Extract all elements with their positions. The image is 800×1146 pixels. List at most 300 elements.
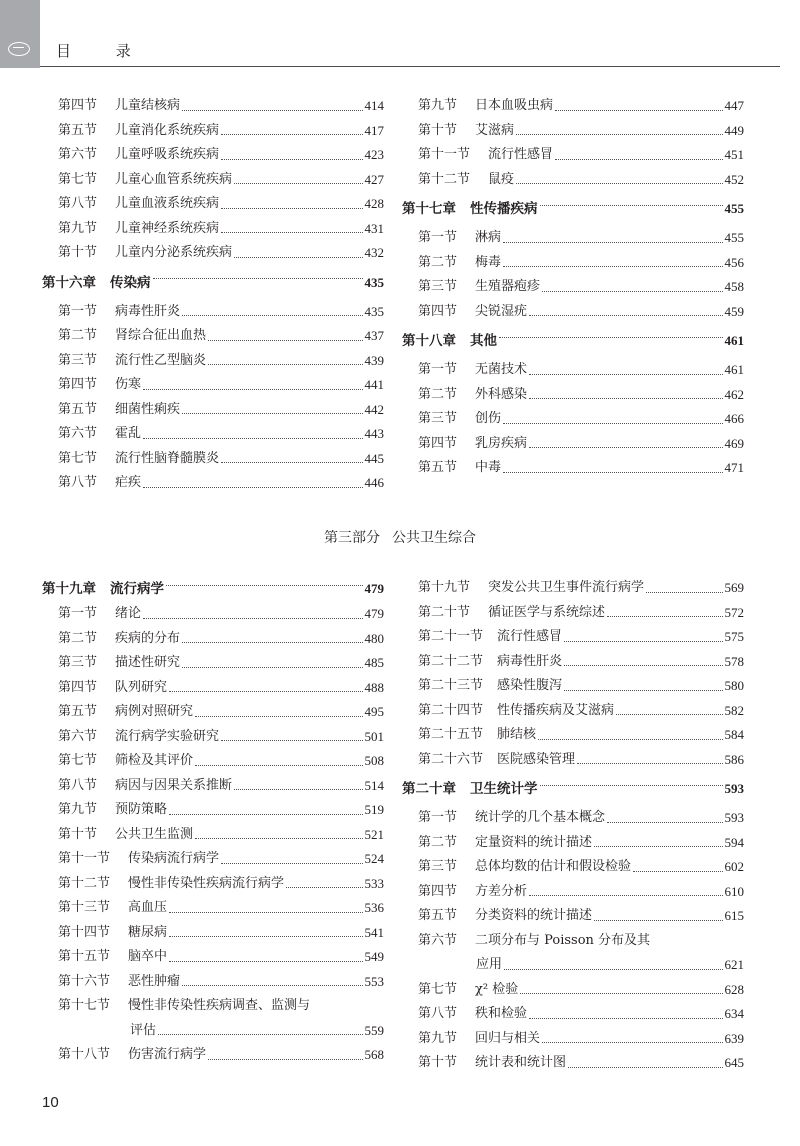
- entry-number: 第十六节: [58, 973, 111, 989]
- entry-title: 鼠疫: [488, 171, 515, 187]
- toc-section-entry[interactable]: [418, 699, 744, 724]
- toc-section-entry[interactable]: [58, 119, 384, 144]
- dot-leader: [564, 665, 722, 666]
- toc-section-entry[interactable]: [418, 904, 744, 929]
- entry-title: 方差分析: [475, 883, 528, 899]
- dot-leader: [182, 413, 362, 414]
- dot-leader: [195, 765, 362, 766]
- entry-title: 儿童内分泌系统疾病: [115, 245, 233, 260]
- entry-page-number: 461: [724, 333, 744, 348]
- entry-page-number: 427: [364, 171, 384, 187]
- entry-number: 第七节: [58, 450, 98, 466]
- entry-number: 第十一节: [418, 147, 471, 162]
- entry-number: 第四节: [418, 883, 458, 899]
- toc-section-entry[interactable]: [58, 627, 384, 652]
- dot-leader: [234, 257, 362, 258]
- entry-page-number: 572: [724, 604, 744, 620]
- entry-number: 第六节: [418, 932, 458, 948]
- entry-page-number: 458: [724, 279, 744, 294]
- entry-number: 第十八章: [402, 333, 456, 349]
- entry-title: 艾滋病: [475, 122, 515, 138]
- dot-leader: [182, 110, 362, 111]
- entry-title: 统计学的几个基本概念: [475, 810, 606, 825]
- entry-title: 伤害流行病学: [128, 1047, 207, 1062]
- entry-page-number: 582: [724, 702, 744, 718]
- dot-leader: [169, 912, 362, 913]
- entry-page-number: 461: [724, 362, 744, 377]
- toc-section-entry[interactable]: [418, 576, 744, 601]
- entry-title: 日本血吸虫病: [475, 98, 554, 113]
- entry-number: 第十节: [418, 122, 458, 138]
- entry-number: 第二节: [58, 630, 98, 646]
- toc-section-entry[interactable]: [58, 1043, 384, 1068]
- entry-page-number: 553: [364, 973, 384, 989]
- toc-entry-continuation[interactable]: [418, 953, 744, 978]
- dot-leader: [221, 232, 362, 233]
- entry-page-number: 439: [364, 352, 384, 368]
- entry-number: 第七节: [58, 171, 98, 187]
- toc-section-entry[interactable]: [418, 831, 744, 856]
- entry-number: 第九节: [418, 1030, 458, 1046]
- toc-section-entry[interactable]: [58, 774, 384, 799]
- toc-section-entry[interactable]: [418, 929, 744, 954]
- toc-section-entry[interactable]: [418, 251, 744, 276]
- part-title: 公共卫生综合: [392, 530, 476, 546]
- entry-page-number: 435: [364, 274, 384, 290]
- toc-section-entry[interactable]: [418, 674, 744, 699]
- dot-leader: [555, 110, 722, 111]
- toc-section-entry[interactable]: [58, 921, 384, 946]
- toc-section-entry[interactable]: [418, 94, 744, 119]
- dot-leader: [182, 642, 362, 643]
- dot-leader: [594, 846, 722, 847]
- entry-number: 第九节: [58, 220, 98, 236]
- dot-leader: [607, 616, 722, 617]
- entry-title: 其他: [470, 333, 497, 349]
- dot-leader: [529, 374, 722, 375]
- toc-section-entry[interactable]: [58, 945, 384, 970]
- toc-section-entry[interactable]: [418, 601, 744, 626]
- toc-section-entry[interactable]: [58, 823, 384, 848]
- dot-leader: [143, 389, 362, 390]
- entry-title: 慢性非传染性疾病调查、监测与: [128, 998, 311, 1013]
- dot-leader: [568, 1067, 722, 1068]
- entry-number: 第五节: [58, 704, 98, 719]
- entry-title: 中毒: [475, 460, 502, 475]
- entry-page-number: 559: [364, 1022, 384, 1038]
- dot-leader: [182, 985, 362, 986]
- entry-page-number: 536: [364, 900, 384, 915]
- entry-number: 第二十三节: [418, 678, 484, 693]
- entry-title: 筛检及其评价: [115, 753, 194, 768]
- toc-section-entry[interactable]: [418, 358, 744, 383]
- toc-chapter-entry[interactable]: [402, 324, 744, 358]
- dot-leader: [529, 895, 722, 896]
- entry-number: 第一节: [418, 230, 458, 245]
- entry-page-number: 455: [724, 230, 744, 245]
- entry-number: 第一节: [58, 606, 98, 621]
- toc-entry-continuation[interactable]: [58, 1019, 384, 1044]
- toc-section-entry[interactable]: [58, 725, 384, 750]
- entry-title: 绪论: [115, 606, 142, 621]
- entry-number: 第二十六节: [418, 751, 484, 767]
- entry-page-number: 615: [724, 908, 744, 923]
- toc-section-entry[interactable]: [58, 217, 384, 242]
- entry-page-number: 441: [364, 377, 384, 392]
- entry-number: 第十节: [58, 826, 98, 842]
- entry-page-number: 443: [364, 426, 384, 441]
- part-label: 第三部分: [324, 530, 380, 546]
- dot-leader: [564, 641, 722, 642]
- entry-title: 儿童呼吸系统疾病: [115, 147, 220, 162]
- dot-leader: [646, 592, 722, 593]
- entry-page-number: 645: [724, 1055, 744, 1070]
- dot-leader: [540, 785, 723, 786]
- entry-title: 尖锐湿疣: [475, 303, 528, 319]
- entry-page-number: 501: [364, 728, 384, 744]
- entry-title: 性传播疾病及艾滋病: [497, 702, 615, 718]
- entry-number: 第十七节: [58, 998, 111, 1013]
- dot-leader: [529, 1018, 722, 1019]
- toc-section-entry[interactable]: [418, 1051, 744, 1076]
- entry-page-number: 519: [364, 802, 384, 817]
- entry-title: 统计表和统计图: [475, 1055, 567, 1070]
- toc-section-entry[interactable]: [58, 471, 384, 496]
- entry-number: 第四节: [418, 435, 458, 451]
- entry-title: 外科感染: [475, 386, 528, 402]
- toc-section-entry[interactable]: [418, 300, 744, 325]
- entry-title: 霍乱: [115, 426, 142, 441]
- toc-section-entry[interactable]: [58, 872, 384, 897]
- entry-number: 第七节: [418, 981, 458, 997]
- entry-page-number: 432: [364, 245, 384, 260]
- entry-number: 第十六章: [42, 274, 96, 291]
- entry-title: 病毒性肝炎: [497, 653, 563, 669]
- entry-title: 淋病: [475, 230, 502, 245]
- dot-leader: [182, 315, 362, 316]
- entry-page-number: 480: [364, 630, 384, 646]
- toc-section-entry[interactable]: [58, 324, 384, 349]
- entry-title: 定量资料的统计描述: [475, 834, 593, 850]
- entry-page-number: 586: [724, 751, 744, 767]
- toc-section-entry[interactable]: [418, 748, 744, 773]
- entry-page-number: 628: [724, 981, 744, 997]
- dot-leader: [221, 159, 362, 160]
- dot-leader: [594, 920, 722, 921]
- dot-leader: [195, 838, 362, 839]
- entry-title: 循证医学与系统综述: [488, 604, 606, 620]
- toc-section-entry[interactable]: [418, 407, 744, 432]
- entry-page-number: 479: [364, 581, 384, 596]
- entry-page-number: 485: [364, 655, 384, 670]
- toc-section-entry[interactable]: [418, 143, 744, 168]
- toc-section-entry[interactable]: [58, 398, 384, 423]
- toc-section-entry[interactable]: [58, 847, 384, 872]
- entry-number: 第八节: [58, 777, 98, 793]
- dot-leader: [169, 936, 362, 937]
- entry-number: 第三节: [418, 279, 458, 294]
- entry-title: χ² 检验: [475, 981, 519, 997]
- entry-number: 第二十五节: [418, 727, 484, 742]
- entry-title: 儿童神经系统疾病: [115, 220, 220, 236]
- entry-title: 伤寒: [115, 377, 142, 392]
- entry-page-number: 437: [364, 328, 384, 343]
- toc-section-entry[interactable]: [418, 275, 744, 300]
- entry-number: 第四节: [58, 679, 98, 695]
- entry-number: 第十节: [418, 1055, 458, 1070]
- entry-number: 第十四节: [58, 924, 111, 940]
- entry-number: 第十节: [58, 245, 98, 260]
- entry-page-number: 469: [724, 435, 744, 451]
- entry-page-number: 514: [364, 777, 384, 793]
- entry-title: 脑卒中: [128, 949, 168, 964]
- entry-number: 第一节: [418, 362, 458, 377]
- entry-title: 二项分布与 Poisson 分布及其: [475, 932, 651, 948]
- entry-page-number: 602: [724, 859, 744, 874]
- dot-leader: [143, 487, 362, 488]
- entry-page-number: 495: [364, 704, 384, 719]
- entry-title: 流行性感冒: [497, 629, 563, 644]
- entry-page-number: 524: [364, 851, 384, 866]
- toc-section-entry[interactable]: [58, 676, 384, 701]
- entry-page-number: 593: [724, 781, 744, 796]
- dot-leader: [221, 863, 362, 864]
- entry-page-number: 594: [724, 834, 744, 850]
- entry-page-number: 621: [724, 957, 744, 972]
- toc-section-entry[interactable]: [418, 806, 744, 831]
- toc-section-entry[interactable]: [418, 119, 744, 144]
- toc-section-entry[interactable]: [58, 970, 384, 995]
- entry-number: 第四节: [58, 377, 98, 392]
- entry-number: 第一节: [58, 303, 98, 319]
- toc-section-entry[interactable]: [58, 241, 384, 266]
- toc-column-bottom-right: [402, 576, 744, 1076]
- toc-column-top-left: [42, 94, 384, 496]
- entry-page-number: 508: [364, 753, 384, 768]
- toc-section-entry[interactable]: [58, 373, 384, 398]
- entry-page-number: 452: [724, 171, 744, 187]
- publisher-logo-icon: [8, 42, 30, 56]
- entry-title: 糖尿病: [128, 924, 168, 940]
- entry-title: 卫生统计学: [470, 781, 538, 797]
- entry-page-number: 634: [724, 1006, 744, 1021]
- entry-number: 第八节: [418, 1006, 458, 1021]
- toc-section-entry[interactable]: [58, 798, 384, 823]
- entry-number: 第十七章: [402, 201, 456, 217]
- dot-leader: [221, 134, 362, 135]
- dot-leader: [516, 183, 722, 184]
- toc-section-entry[interactable]: [58, 143, 384, 168]
- entry-page-number: 593: [724, 810, 744, 825]
- entry-title: 疾病的分布: [115, 630, 181, 646]
- toc-section-entry[interactable]: [58, 300, 384, 325]
- toc-section-entry[interactable]: [58, 94, 384, 119]
- dot-leader: [538, 739, 722, 740]
- toc-section-entry[interactable]: [418, 650, 744, 675]
- entry-title: 总体均数的估计和假设检验: [475, 859, 632, 874]
- dot-leader: [542, 291, 722, 292]
- entry-title: 儿童心血管系统疾病: [115, 171, 233, 187]
- entry-number: 第六节: [58, 426, 98, 441]
- entry-number: 第六节: [58, 728, 98, 744]
- page-title: 目 录: [56, 42, 151, 60]
- entry-title: 感染性腹泻: [497, 678, 563, 693]
- toc-section-entry[interactable]: [58, 749, 384, 774]
- entry-number: 第五节: [58, 122, 98, 138]
- entry-number: 第二十章: [402, 781, 456, 797]
- toc-section-entry[interactable]: [418, 226, 744, 251]
- dot-leader: [529, 447, 722, 448]
- entry-title: 传染病流行病学: [128, 851, 220, 866]
- entry-number: 第十九节: [418, 580, 471, 595]
- entry-number: 第五节: [58, 401, 98, 417]
- entry-number: 第三节: [58, 655, 98, 670]
- entry-page-number: 568: [364, 1047, 384, 1062]
- toc-section-entry[interactable]: [58, 994, 384, 1019]
- entry-title: 乳房疾病: [475, 435, 528, 451]
- dot-leader: [499, 337, 723, 338]
- toc-section-entry[interactable]: [58, 700, 384, 725]
- entry-title: 应用: [476, 957, 503, 972]
- entry-page-number: 639: [724, 1030, 744, 1046]
- entry-title: 儿童血液系统疾病: [115, 196, 220, 211]
- entry-page-number: 423: [364, 147, 384, 162]
- dot-leader: [529, 315, 722, 316]
- toc-section-entry[interactable]: [58, 192, 384, 217]
- entry-title: 回归与相关: [475, 1030, 541, 1046]
- entry-page-number: 584: [724, 727, 744, 742]
- entry-title: 创伤: [475, 411, 502, 426]
- dot-leader: [208, 340, 362, 341]
- dot-leader: [540, 205, 723, 206]
- entry-title: 病因与因果关系推断: [115, 777, 233, 793]
- toc-section-entry[interactable]: [418, 383, 744, 408]
- toc-section-entry[interactable]: [58, 651, 384, 676]
- entry-title: 描述性研究: [115, 655, 181, 670]
- entry-page-number: 442: [364, 401, 384, 417]
- entry-page-number: 479: [364, 606, 384, 621]
- toc-chapter-entry[interactable]: [42, 576, 384, 602]
- entry-number: 第六节: [58, 147, 98, 162]
- dot-leader: [520, 993, 722, 994]
- entry-number: 第五节: [418, 460, 458, 475]
- entry-title: 医院感染管理: [497, 751, 576, 767]
- dot-leader: [516, 134, 722, 135]
- toc-chapter-entry[interactable]: [402, 192, 744, 226]
- entry-number: 第七节: [58, 753, 98, 768]
- dot-leader: [577, 763, 722, 764]
- toc-section-entry[interactable]: [418, 855, 744, 880]
- dot-leader: [208, 1059, 362, 1060]
- dot-leader: [169, 691, 362, 692]
- dot-leader: [503, 242, 722, 243]
- entry-page-number: 459: [724, 303, 744, 319]
- entry-number: 第十二节: [418, 171, 471, 187]
- entry-page-number: 610: [724, 883, 744, 899]
- entry-title: 流行性脑脊髓膜炎: [115, 450, 220, 466]
- dot-leader: [503, 472, 722, 473]
- toc-chapter-entry[interactable]: [42, 266, 384, 300]
- toc-section-entry[interactable]: [418, 723, 744, 748]
- entry-page-number: 488: [364, 679, 384, 695]
- dot-leader: [182, 667, 362, 668]
- toc-column-bottom-left: [42, 576, 384, 1068]
- entry-title: 公共卫生监测: [115, 826, 194, 842]
- toc-section-entry[interactable]: [418, 432, 744, 457]
- toc-chapter-entry[interactable]: [402, 772, 744, 806]
- header-tab: [0, 0, 40, 68]
- dot-leader: [234, 183, 362, 184]
- toc-section-entry[interactable]: [418, 625, 744, 650]
- entry-page-number: 449: [724, 122, 744, 138]
- toc-section-entry[interactable]: [58, 422, 384, 447]
- toc-section-entry[interactable]: [418, 456, 744, 481]
- toc-section-entry[interactable]: [418, 978, 744, 1003]
- dot-leader: [221, 740, 362, 741]
- entry-number: 第二节: [418, 834, 458, 850]
- dot-leader: [158, 1034, 362, 1035]
- entry-number: 第二节: [418, 386, 458, 402]
- toc-section-entry[interactable]: [418, 880, 744, 905]
- dot-leader: [616, 714, 722, 715]
- toc-section-entry[interactable]: [418, 168, 744, 193]
- entry-page-number: 428: [364, 196, 384, 211]
- entry-number: 第三节: [58, 352, 98, 368]
- toc-section-entry[interactable]: [58, 349, 384, 374]
- entry-page-number: 446: [364, 475, 384, 490]
- entry-page-number: 549: [364, 949, 384, 964]
- entry-page-number: 466: [724, 411, 744, 426]
- entry-page-number: 414: [364, 98, 384, 113]
- dot-leader: [503, 266, 722, 267]
- entry-page-number: 462: [724, 386, 744, 402]
- entry-number: 第十九章: [42, 581, 96, 597]
- toc-section-entry[interactable]: [418, 1002, 744, 1027]
- entry-title: 传染病: [110, 274, 151, 291]
- dot-leader: [208, 364, 362, 365]
- toc-section-entry[interactable]: [58, 896, 384, 921]
- dot-leader: [166, 585, 363, 586]
- entry-title: 流行病学: [110, 581, 164, 597]
- toc-section-entry[interactable]: [58, 602, 384, 627]
- entry-title: 高血压: [128, 900, 168, 915]
- toc-section-entry[interactable]: [58, 447, 384, 472]
- toc-section-entry[interactable]: [418, 1027, 744, 1052]
- entry-number: 第五节: [418, 908, 458, 923]
- entry-title: 病毒性肝炎: [115, 303, 181, 319]
- dot-leader: [607, 822, 722, 823]
- entry-title: 流行病学实验研究: [115, 728, 220, 744]
- toc-section-entry[interactable]: [58, 168, 384, 193]
- entry-title: 分类资料的统计描述: [475, 908, 593, 923]
- entry-number: 第二十节: [418, 604, 471, 620]
- part-heading: [0, 527, 800, 547]
- entry-title: 秩和检验: [475, 1006, 528, 1021]
- entry-title: 生殖器疱疹: [475, 279, 541, 294]
- entry-title: 肺结核: [497, 727, 537, 742]
- entry-title: 梅毒: [475, 254, 502, 270]
- entry-page-number: 569: [724, 580, 744, 595]
- entry-number: 第三节: [418, 411, 458, 426]
- entry-title: 病例对照研究: [115, 704, 194, 719]
- entry-number: 第二节: [418, 254, 458, 270]
- dot-leader: [555, 159, 722, 160]
- dot-leader: [234, 789, 362, 790]
- dot-leader: [169, 961, 362, 962]
- entry-number: 第四节: [58, 98, 98, 113]
- entry-page-number: 580: [724, 678, 744, 693]
- entry-title: 流行性乙型脑炎: [115, 352, 207, 368]
